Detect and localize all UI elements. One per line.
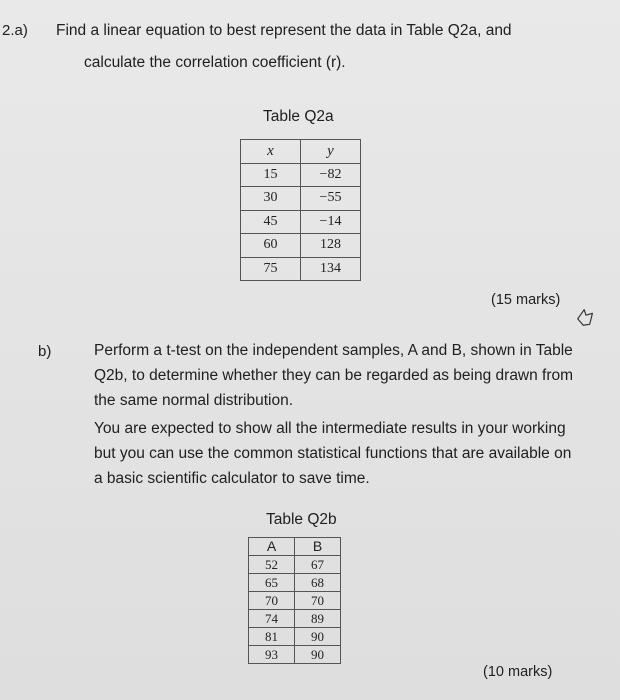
question-b-para1-line-2: Q2b, to determine whether they can be regarded as being drawn from (94, 367, 574, 384)
table-q2a (240, 139, 361, 281)
table-row (249, 592, 341, 610)
table-row (241, 257, 361, 281)
marks-a: (15 marks) (491, 292, 561, 308)
table-cell: 90 (295, 628, 341, 646)
table-cell: 81 (249, 628, 295, 646)
table-cell: 90 (295, 646, 341, 664)
table-cell: 52 (249, 556, 295, 574)
table-q2a-caption: Table Q2a (263, 108, 334, 125)
table-header-x: x (241, 140, 301, 164)
table-cell: 70 (295, 592, 341, 610)
table-cell: −82 (301, 163, 361, 187)
table-header-row (241, 140, 361, 164)
table-row (249, 574, 341, 592)
table-cell: 45 (241, 210, 301, 234)
question-a-line-2: calculate the correlation coefficient (r). (84, 54, 346, 71)
table-header-b: B (295, 538, 341, 556)
question-number-b: b) (38, 343, 52, 360)
question-a-line-1: Find a linear equation to best represent the data in Table Q2a, and (56, 22, 512, 39)
table-row (241, 210, 361, 234)
table-cell: 67 (295, 556, 341, 574)
table-row (249, 628, 341, 646)
hand-pointer-icon (575, 306, 597, 328)
table-row (241, 163, 361, 187)
table-row (249, 556, 341, 574)
table-header-row (249, 538, 341, 556)
table-cell: −55 (301, 187, 361, 211)
table-cell: 93 (249, 646, 295, 664)
question-b-para1-line-1: Perform a t-test on the independent samples, A and B, shown in Table (94, 342, 573, 359)
table-cell: 70 (249, 592, 295, 610)
table-cell: −14 (301, 210, 361, 234)
table-row (249, 610, 341, 628)
table-q2b-caption: Table Q2b (266, 511, 337, 528)
table-row (249, 646, 341, 664)
table-cell: 15 (241, 163, 301, 187)
table-row (241, 234, 361, 258)
question-b-para1-line-3: the same normal distribution. (94, 392, 294, 409)
table-cell: 89 (295, 610, 341, 628)
table-q2b (248, 537, 341, 664)
table-header-y: y (301, 140, 361, 164)
table-cell: 68 (295, 574, 341, 592)
table-cell: 60 (241, 234, 301, 258)
table-cell: 134 (301, 257, 361, 281)
marks-b: (10 marks) (483, 664, 553, 680)
table-cell: 65 (249, 574, 295, 592)
question-b-para2-line-3: a basic scientific calculator to save time. (94, 470, 370, 487)
question-b-para2-line-1: You are expected to show all the intermediate results in your working (94, 420, 566, 437)
question-number-a: 2.a) (2, 22, 28, 39)
question-b-para2-line-2: but you can use the common statistical functions that are available on (94, 445, 572, 462)
table-cell: 30 (241, 187, 301, 211)
table-cell: 74 (249, 610, 295, 628)
table-cell: 75 (241, 257, 301, 281)
table-cell: 128 (301, 234, 361, 258)
table-header-a: A (249, 538, 295, 556)
table-row (241, 187, 361, 211)
